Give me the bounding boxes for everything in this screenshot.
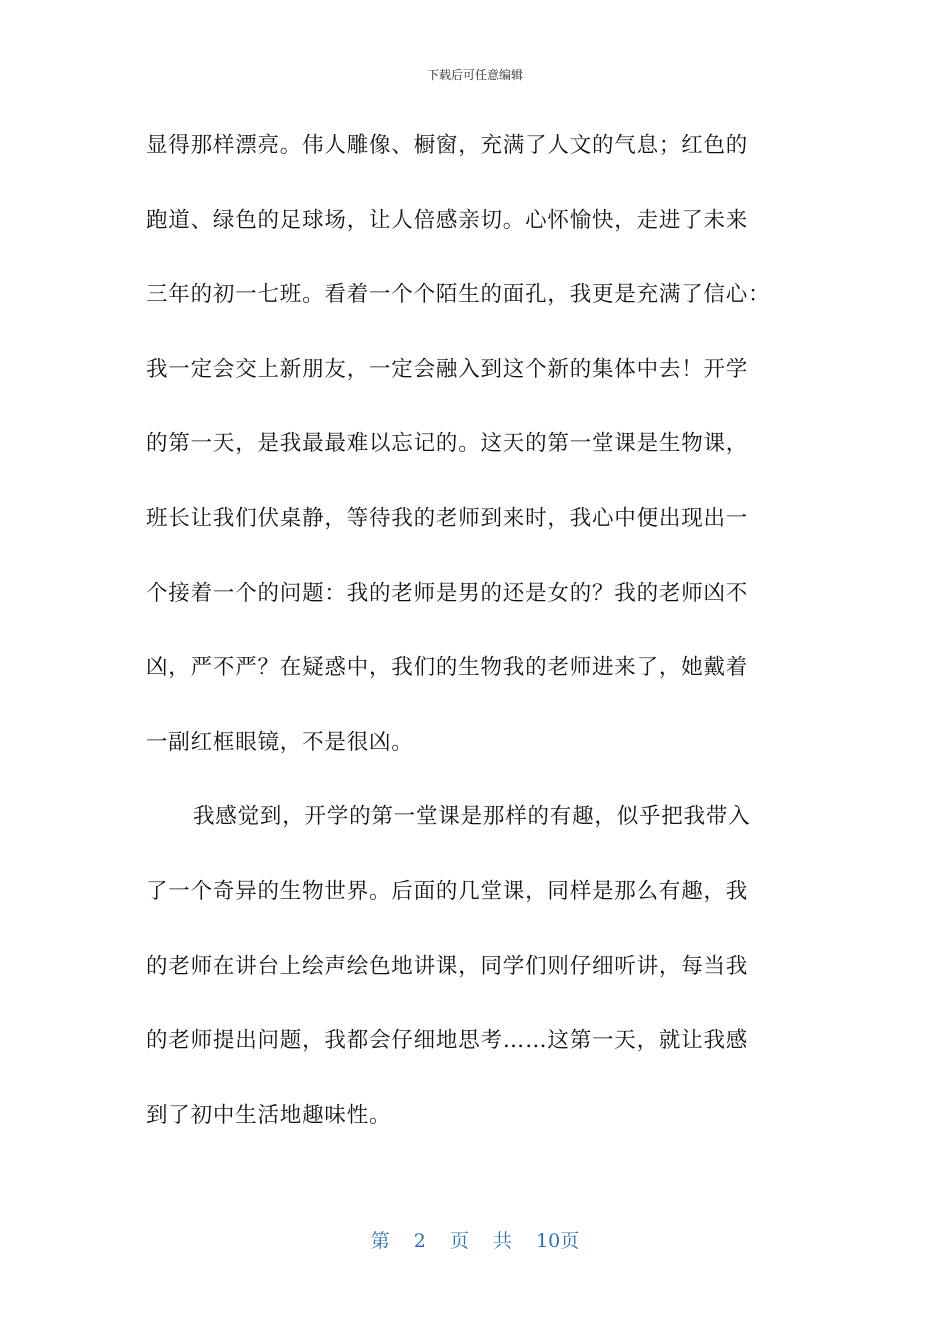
text-line: 个接着一个的问题：我的老师是男的还是女的？我的老师凶不: [146, 580, 749, 606]
text-line: 三年的初一七班。看着一个个陌生的面孔，我更是充满了信心：: [146, 282, 771, 308]
text-line: 凶，严不严？在疑惑中，我们的生物我的老师进来了，她戴着: [146, 655, 749, 681]
page-header-note: 下载后可任意编辑: [426, 68, 523, 82]
footer-total-pages: 10页: [536, 1230, 580, 1252]
text-line: 到了初中生活地趣味性。: [146, 1102, 392, 1128]
text-line: 的老师提出问题，我都会仔细地思考……这第一天，就让我感: [146, 1028, 749, 1054]
text-line: 跑道、绿色的足球场，让人倍感亲切。心怀愉快，走进了未来: [146, 207, 749, 233]
footer-page-number: 2: [413, 1230, 426, 1252]
text-line: 显得那样漂亮。伟人雕像、橱窗，充满了人文的气息；红色的: [146, 133, 749, 158]
document-body: [146, 126, 806, 1170]
footer-total-word: 共: [493, 1230, 513, 1252]
paragraph-first-line: 我感觉到，开学的第一堂课是那样的有趣，似乎把我带入: [193, 804, 751, 830]
footer-prefix: 第: [370, 1230, 390, 1252]
text-line: 一副红框眼镜，不是很凶。: [146, 729, 414, 755]
page-footer: [0, 1226, 950, 1253]
text-line: 班长让我们伏桌静，等待我的老师到来时，我心中便出现出一: [146, 505, 749, 531]
text-line: 的第一天，是我最最难以忘记的。这天的第一堂课是生物课，: [146, 431, 749, 457]
text-line: 了一个奇异的生物世界。后面的几堂课，同样是那么有趣，我: [146, 878, 749, 904]
text-line: 的老师在讲台上绘声绘色地讲课，同学们则仔细听讲，每当我: [146, 953, 749, 979]
text-line: 我一定会交上新朋友，一定会融入到这个新的集体中去！开学: [146, 356, 749, 382]
footer-page-word: 页: [449, 1230, 469, 1252]
